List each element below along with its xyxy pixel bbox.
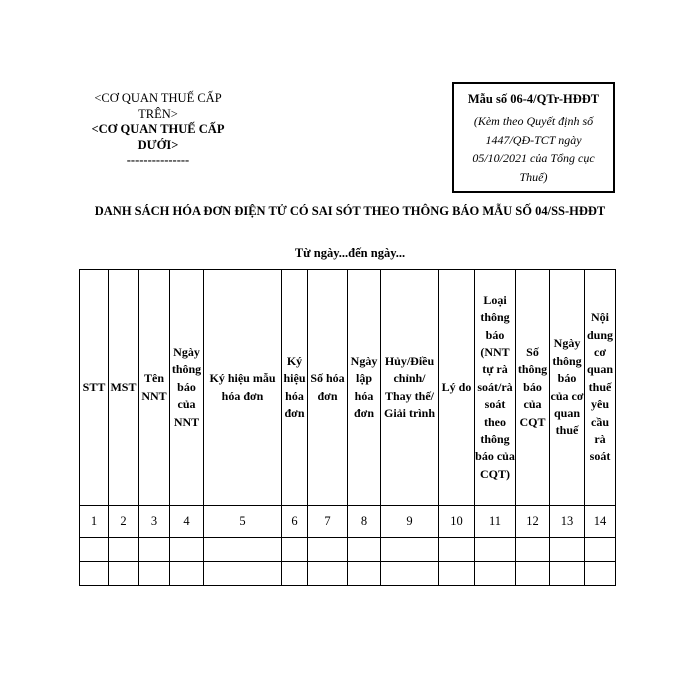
empty-cell <box>348 562 381 586</box>
header-cell-invoice-symbol: Ký hiệu hóa đơn <box>282 270 308 506</box>
empty-cell <box>348 538 381 562</box>
lower-agency-line-2: DƯỚI> <box>137 137 179 152</box>
lower-agency-line-1: <CƠ QUAN THUẾ CẤP <box>91 122 225 136</box>
column-number-cell: 13 <box>550 506 585 538</box>
column-number-row <box>80 506 616 538</box>
column-number-cell: 6 <box>282 506 308 538</box>
upper-agency-line-1: <CƠ QUAN THUẾ CẤP <box>94 91 222 105</box>
column-number-cell: 8 <box>348 506 381 538</box>
empty-cell <box>439 538 475 562</box>
header-cell-action-type: Hủy/Điều chỉnh/ Thay thế/ Giải trình <box>381 270 439 506</box>
column-number-cell: 14 <box>585 506 616 538</box>
empty-cell <box>516 538 550 562</box>
column-number-cell: 10 <box>439 506 475 538</box>
empty-cell <box>109 562 139 586</box>
empty-cell <box>139 562 170 586</box>
header-cell-mst: MST <box>109 270 139 506</box>
document-title: DANH SÁCH HÓA ĐƠN ĐIỆN TỬ CÓ SAI SÓT THEO THÔNG BÁO MẪU SỐ 04/SS-HĐĐT <box>94 204 606 218</box>
upper-agency-line-2: TRÊN> <box>138 106 178 121</box>
form-code-box <box>452 82 615 193</box>
empty-cell <box>475 562 516 586</box>
column-number-cell: 11 <box>475 506 516 538</box>
header-cell-taxpayer-notice-date: Ngày thông báo của NNT <box>170 270 204 506</box>
header-cell-stt: STT <box>80 270 109 506</box>
column-number-cell: 5 <box>204 506 282 538</box>
empty-cell <box>204 538 282 562</box>
form-code: Mẫu số 06-4/QTr-HĐĐT <box>467 92 600 106</box>
empty-cell <box>282 538 308 562</box>
header-cell-tax-office-notice-number: Số thông báo của CQT <box>516 270 550 506</box>
header-row <box>80 270 616 506</box>
empty-cell <box>109 538 139 562</box>
empty-cell <box>80 538 109 562</box>
empty-cell <box>585 538 616 562</box>
header-cell-taxpayer-name: Tên NNT <box>139 270 170 506</box>
empty-cell <box>308 538 348 562</box>
header-cell-notice-type: Loại thông báo (NNT tự rà soát/rà soát theo thông báo của CQT) <box>475 270 516 506</box>
empty-cell <box>80 562 109 586</box>
empty-cell <box>550 562 585 586</box>
form-decision-note: (Kèm theo Quyết định số 1447/QĐ-TCT ngày 05/10/2021 của Tổng cục Thuế) <box>472 114 595 184</box>
column-number-cell: 9 <box>381 506 439 538</box>
column-number-cell: 12 <box>516 506 550 538</box>
empty-cell <box>475 538 516 562</box>
header-cell-review-request-content: Nội dung cơ quan thuế yêu cầu rà soát <box>585 270 616 506</box>
empty-cell <box>585 562 616 586</box>
period-line: Từ ngày...đến ngày... <box>294 246 406 260</box>
column-number-cell: 1 <box>80 506 109 538</box>
empty-cell <box>381 562 439 586</box>
header-cell-invoice-number: Số hóa đơn <box>308 270 348 506</box>
table-row <box>80 538 616 562</box>
invoice-error-table <box>79 269 616 586</box>
header-cell-reason: Lý do <box>439 270 475 506</box>
empty-cell <box>381 538 439 562</box>
empty-cell <box>308 562 348 586</box>
agency-divider: --------------- <box>126 153 190 167</box>
header-cell-invoice-template-symbol: Ký hiệu mẫu hóa đơn <box>204 270 282 506</box>
empty-cell <box>170 562 204 586</box>
column-number-cell: 3 <box>139 506 170 538</box>
table-row <box>80 562 616 586</box>
column-number-cell: 7 <box>308 506 348 538</box>
column-number-cell: 2 <box>109 506 139 538</box>
column-number-cell: 4 <box>170 506 204 538</box>
empty-cell <box>170 538 204 562</box>
empty-cell <box>204 562 282 586</box>
empty-cell <box>516 562 550 586</box>
empty-cell <box>139 538 170 562</box>
empty-cell <box>439 562 475 586</box>
empty-cell <box>550 538 585 562</box>
tax-agency-block <box>82 91 234 169</box>
header-cell-invoice-date: Ngày lập hóa đơn <box>348 270 381 506</box>
header-cell-tax-office-notice-date: Ngày thông báo của cơ quan thuế <box>550 270 585 506</box>
empty-cell <box>282 562 308 586</box>
